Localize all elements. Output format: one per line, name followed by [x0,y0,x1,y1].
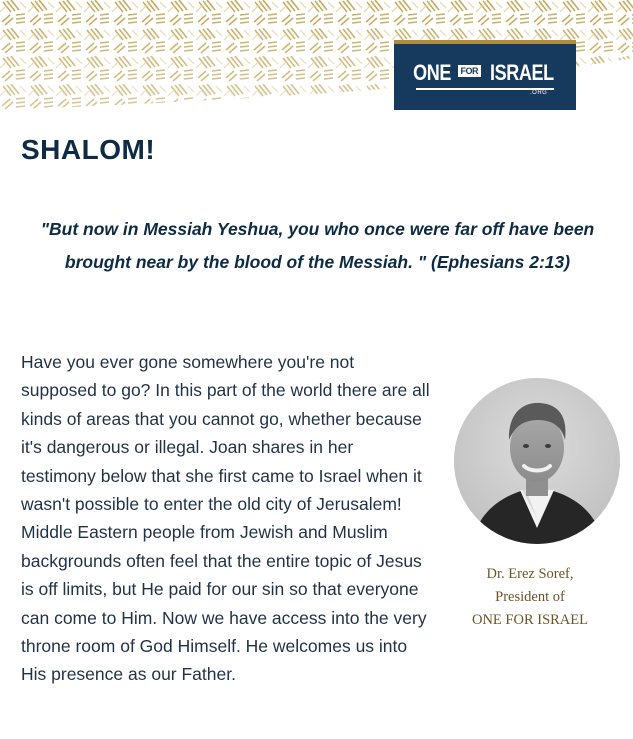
caption-organization: ONE FOR ISRAEL [471,612,588,628]
one-for-israel-logo[interactable] [394,40,576,110]
logo-word-one: ONE [413,60,452,85]
portrait-photo [454,378,620,544]
portrait-caption [440,563,620,632]
page-title: SHALOM! [21,134,156,165]
logo-wordmark [394,60,576,86]
logo-word-for: FOR [458,65,482,77]
scripture-verse: "But now in Messiah Yeshua, you who once were far off have been brought near by the blood of the Messiah. " (Ephesians 2:13) [40,219,595,272]
person-portrait-icon [454,378,620,544]
caption-name: Dr. Erez Soref, [486,566,574,582]
logo-word-israel: ISRAEL [489,60,554,85]
caption-title: President of [495,589,565,605]
logo-word-org: .ORG [530,90,548,96]
body-paragraph: Have you ever gone somewhere you're not supposed to go? In this part of the world there are all kinds of areas that you cannot go, whether because it's dangerous or illegal. Joan shares in her testimony below that she first came to Israel when it wasn't possible to enter the old city of Jerusalem! Middle Eastern people from Jewish and Muslim backgrounds often feel that the entire topic of Jesus is off limits, but He paid for our sin so that everyone can come to Him. Now we have access into the very throne room of God Himself. He welcomes us into His presence as our Father. [21,352,430,685]
header-banner [0,0,633,112]
